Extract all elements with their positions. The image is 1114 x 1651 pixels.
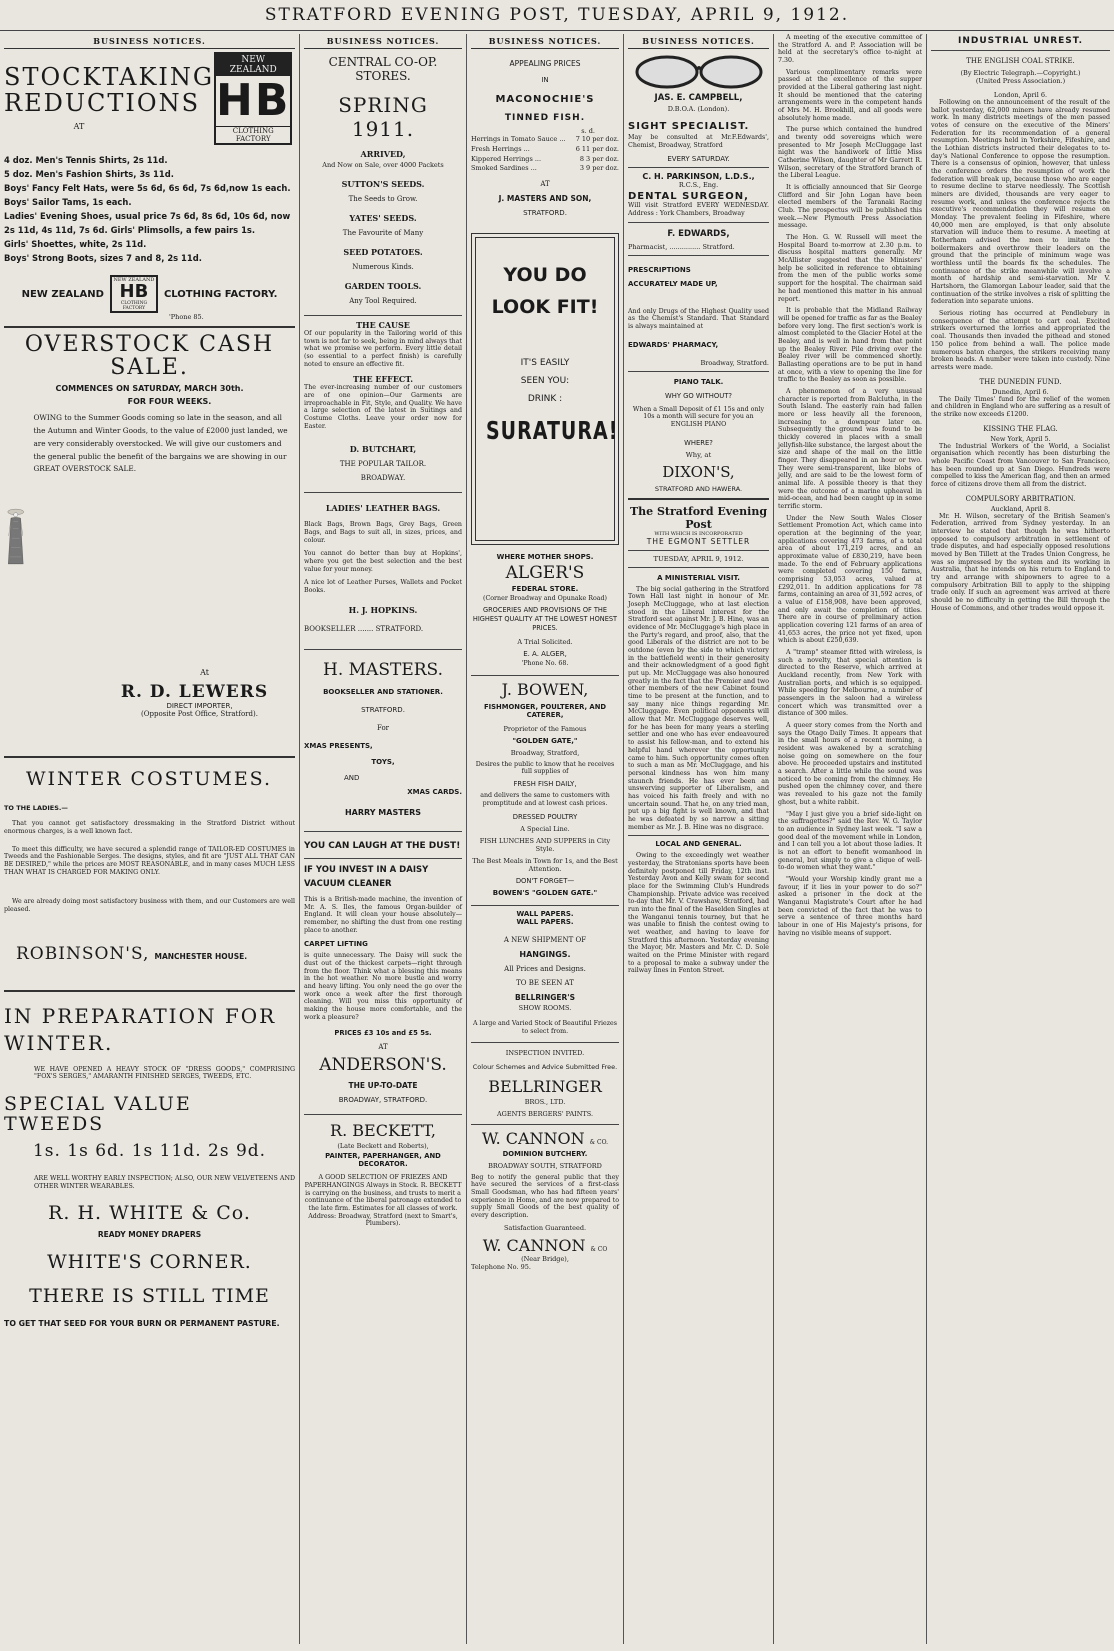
news-text-3: The purse which contained the hundred and twenty odd sovereigns which were presented to Mr Joseph McCluggage last night was the handiwork of little Miss Catherine Wilson, daughter of Mr Garrett R. Wilson, secretary of the Stratford branch of the Liberal League. [778,126,922,180]
seed-potatoes: SEED POTATOES. [343,247,423,257]
fish-name: Smoked Sardines ... [471,164,537,173]
winter-p1: That you cannot get satisfactory dressmaking in the Stratford District without enormous charges, is a well known fact. [4,820,295,835]
stock-item: Ladies' Evening Shoes, usual price 7s 6d, 8s 6d, 10s 6d, now [4,211,291,221]
potatoes-sub: Numerous Kinds. [352,263,414,271]
whites-corner: WHITE'S CORNER. [47,1251,252,1274]
arb-date: Auckland, April 8. [990,504,1051,513]
vacuum-text: This is a British-made machine, the invention of Mr. A. S. Iles, the famous Organ-builder of England. It will clean your house absolutely—remember, no shifting the dust from one resting place to another. [304,895,462,934]
stock-item: Girls' Shoettes, white, 2s 11d. [4,239,147,249]
sutton-seeds: SUTTON'S SEEDS. [341,179,425,189]
dunedin-text: The Daily Times' fund for the relief of the women and children in England who are suffering as a result of the strike now exceeds £1200. [931,395,1110,418]
robinson-name: ROBINSON'S, [16,943,150,964]
overstock-text: OWING to the Summer Goods coming so late in the season, and all the Autumn and Winter Goods, to the value of £2000 just landed, we are very considerably overstocked. We will give our customers and the general public the benefit of the bargains we are showing in our GREAT OVERSTOCK SALE. [33,413,288,474]
rcs: R.C.S., Eng. [678,181,719,190]
to-ladies: TO THE LADIES.— [4,804,68,813]
fish-price: 3 9 per doz. [579,164,619,173]
news-text-1: A meeting of the executive committee of the Stratford A. and P. Association will be held at the secretary's office to-night at 7.30. [778,34,922,65]
column-1 [0,34,300,1644]
butchart-sub: THE POPULAR TAILOR. [339,460,427,469]
reductions-title: REDUCTIONS [4,88,201,117]
campbell: JAS. E. CAMPBELL, [654,93,743,103]
look-fit: LOOK FIT! [491,296,599,318]
poultry: DRESSED POULTRY [512,813,578,822]
tinned-fish: TINNED FISH. [504,113,586,123]
lewers-sub: DIRECT IMPORTER, [166,702,233,711]
masters-town: STRATFORD. [361,705,405,714]
anderson-addr: BROADWAY, STRATFORD. [338,1096,428,1105]
central-coop: CENTRAL CO-OP. STORES. [328,55,438,83]
coal-text-2: Serious rioting has occurred at Pendlebury in consequence of the attempt to cart coal. Excited strikers overturned the lorries and appropriated the coal. Thousands then invaded the pithead and stoned 150 police from behind a wall. The police made numerous baton charges, the strikers receiving many broken heads. A number were taken into custody. Nine arrests were made. [931,310,1110,371]
stock-at: AT [73,121,85,131]
laugh-title: YOU CAN LAUGH AT THE DUST! [304,840,461,851]
vacuum-prices: PRICES £3 10s and £5 5s. [334,1029,432,1038]
maconochies: MACONOCHIE'S [495,94,595,105]
f-edwards: F. EDWARDS, [667,228,730,239]
cannon2-co: & CO [590,1245,608,1253]
wall-papers-2: WALL PAPERS. [516,918,574,927]
local-general: LOCAL AND GENERAL. [655,840,742,849]
stock-item: Boys' Fancy Felt Hats, were 5s 6d, 6s 6d, 7s 6d,now 1s each. [4,183,291,193]
winter-costumes-title: WINTER COSTUMES. [26,768,273,791]
near-bridge: (Near Bridge), [521,1254,569,1263]
news-text-7: A phenomenon of a very unusual character is reported from Balclutha, in the South Island. The easterly rain had fallen more or less heavily all the forenoon, increasing to a downpour later on. Subsequently the ground was found to be thickly covered in places with a small jellyfish-like substance, the largest about the size and shape of the mail on the little finger. They disappeared in an hour or two. They were semi-transparent, like blobs of jelly, and are said to be the lowest form of animal life. A possible theory is that they were the outcome of a marine upheaval in mid-ocean, and had been caught up in some terrific storm. [778,387,922,510]
piano-talk: PIANO TALK. [673,377,724,386]
rh-white: R. H. WHITE & Co. [48,1202,251,1225]
post-settler: THE EGMONT SETTLER [646,536,751,546]
drugs-text: And only Drugs of the Highest Quality used as the Chemist's Standard. That Standard is always maintained at [628,307,769,331]
showrooms: SHOW ROOMS. [518,1004,572,1013]
fish-item [471,145,619,155]
stock-item: 4 doz. Men's Tennis Shirts, 2s 11d. [4,155,168,165]
hb-small-logo: NEW ZEALAND HB CLOTHING FACTORY [110,275,158,313]
coal-text: Following on the announcement of the result of the ballot yesterday, 62,000 miners have already resumed work. In many districts meetings of the men passed votes of censure on the executive of the Miners' Federation for its recommendation of a general resumption. Meetings held in Yorkshire, Fifeshire, and the Lothian districts instructed their delegates to to-day's National Conference to oppose the resumption. There is a consensus of opinion, however, that unless the conference orders the resumption of work the federation will break up, because those who are eager to resume decline to starve needlessly. The Scottish miners are divided, thousands are very eager to resume work, and unless the conference rejects the executive's recommendation they will resume on Monday. The prevalent feeling in Fifeshire, where 40,000 men are employed, is that only absolute starvation will induce them to resume. A meeting at Rotherham advised the men to imitate the boilermakers and overthrow their leaders on the ground that the principle of minimum wage was worthless until the boards fix the schedules. The continuance of the strike meanwhile will involve a month of hardship and semi-starvation. Mr V. Hartshorn, the Glamorgan Labour leader, said that the continuation of the strike involves a risk of splitting the federation into separate unions. [931,99,1110,306]
news-text-5: The Hon. G. W. Russell will meet the Hospital Board to-morrow at 2.30 p.m. to discuss hospital matters generally. Mr McAllister suggested that the Ministers' help be solicited in reference to obtaining from the men of the public works some support for the hospital. The chairman said he had mentioned this matter in his annual report. [778,234,922,303]
dunedin-fund: THE DUNEDIN FUND. [979,377,1062,386]
fish-name: Herrings in Tomato Sauce ... [471,135,566,143]
groceries: GROCERIES AND PROVISIONS OF THE HIGHEST QUALITY AT THE LOWEST HONEST PRICES. [472,606,618,633]
seen-you: SEEN YOU: [520,376,570,386]
visit-text: The big social gathering in the Stratford Town Hall last night in honour of Mr. Joseph McCluggage, who at last election stood in the Liberal interest for the Stratford seat against Mr. J. B. Hine, was an evidence of Mr. McCluggage's high place in the Party's regard, and proof, also, that the good Liberals of the district are not to be outdone (even by the side to which victory in the battlefield went) in their generosity and their acknowledgment of a good fight put up. Mr. McCluggage was also honoured greatly in the fact that the Premier and two other members of the new Cabinet found time to be present at the function, and to say many nice things regarding Mr. McCluggage. Even political opponents will allow that Mr. McCluggage deserves well, for he has been for many years a sterling settler and one who has ever endeavoured to assist his fellow-man, and to extend his helpful hand wherever the opportunity came to him. Such opportunity comes often to such a man as Mr. McCluggage, and his personal kindness has won him many staunch friends. He has ever been an unswerving supporter of Liberalism, and has voiced his faith freely and with no uncertain sound. That he, on any tried man, put up a big fight is well known, and that he was defeated by so narrow a sitting member as Mr. J. B. Hine was no disgrace. [628,585,769,831]
column-6 [927,34,1114,1644]
where: WHERE? [684,438,713,447]
industrial-unrest: INDUSTRIAL UNREST. [958,36,1083,46]
still-time: THERE IS STILL TIME [29,1285,270,1308]
tools-sub: Any Tool Required. [349,297,417,305]
prescriptions: PRESCRIPTIONS [628,265,691,274]
hopkins-sub: BOOKSELLER ....... STRATFORD. [304,624,424,633]
news-text-12: "Would your Worship kindly grant me a favour, if it lies in your power to do so?" asked a prisoner in the dock at the Wanganui Magistrate's Court after he had been convicted of the fact that he was to serve a sentence of three months hard labour in one of His Majesty's prisons, for having no visible means of support. [778,875,922,937]
fish-name: Kippered Herrings ... [471,154,542,163]
mother-shops: WHERE MOTHER SHOPS. [496,553,594,561]
fish-at: AT [540,180,550,188]
news-text-6: It is probable that the Midland Railway will be opened for traffic as far as the Bealey before very long. The first section's work is almost completed to the Glacier Hotel at the Bealey, and is well in hand from that point up the Bealey River. Pile driving over the Bealey river will be commenced shortly. Ballasting operations are to be put in hand at once, with a view to opening the line for traffic to the Bealey as soon as possible. [778,307,922,384]
overstock-sub2: FOR FOUR WEEKS. [127,397,212,407]
hangings: HANGINGS. [519,950,571,960]
why-at: Why, at [685,450,712,459]
butchart-name: D. BUTCHART, [349,444,417,455]
xmas-cards: XMAS CARDS. [407,787,462,796]
the-cause: THE CAUSE [356,320,410,330]
j-bowen: J. BOWEN, [501,679,589,699]
overstock-sub1: COMMENCES ON SATURDAY, MARCH 30th. [55,384,244,394]
vacuum-title: IF YOU INVEST IN A DAISY VACUUM CLEANER [304,864,429,890]
golden-gate: "GOLDEN GATE," [512,736,578,745]
overstock-title: OVERSTOCK CASH SALE. [24,332,275,381]
prep-title2: WINTER. [4,1030,114,1055]
dental-surgeon: DENTAL SURGEON, [628,191,749,203]
nz-label: NEW ZEALAND [21,288,104,300]
drink: DRINK : [527,394,563,404]
business-notices-header: BUSINESS NOTICES. [4,34,295,49]
in-label: IN [541,76,549,84]
garden-tools: GARDEN TOOLS. [344,281,422,291]
flag-date: New York, April 5. [990,434,1051,443]
overstock-at: At [200,668,209,678]
special-line: A Special Line. [520,825,570,834]
sight-specialist: SIGHT SPECIALIST. [628,121,750,132]
andersons: ANDERSON'S. [319,1055,447,1076]
fish-price: 6 11 per doz. [575,144,619,153]
lewers-addr: (Opposite Post Office, Stratford). [141,710,258,719]
local-text: Owing to the exceedingly wet weather yesterday, the Stratonians sports have been definitely postponed till Friday, 12th inst. Yesterday Avon and Kelly swam for second place for the Swimming Club's Hundreds Championship. Private advice was received to-day that Mr. V. Crawshaw, Stratford, had run into the final of the Haselden Singles at the Wanganui tennis tourney, but that he was unable to finish the contest owing to wet weather, and having to leave for Stratford this afternoon. Yesterday evening the Mayor, Mr. Masters and Mr. C. D. Sole waited on the Prime Minister with regard to a proposal to make a subway under the railway lines in Fenton Street. [628,852,769,975]
news-text-2: Various complimentary remarks were passed at the excellence of the supper provided at the Liberal gathering last night. It should be mentioned that the catering arrangements were in the competent hands of Mrs M. H. Brookhill, and all goods were absolutely home made. [778,68,922,122]
every-saturday: EVERY SATURDAY. [667,155,730,164]
beckett-name: R. BECKETT, [330,1121,436,1141]
sutton-sub: The Seeds to Grow. [348,195,418,203]
dental-text: Will visit Stratford EVERY WEDNESDAY. Address : York Chambers, Broadway [628,202,769,218]
inspect-text: ARE WELL WORTHY EARLY INSPECTION; ALSO, OUR NEW VELVETEENS AND OTHER WINTER WEARABLES. [34,1174,295,1190]
carpet-lifting: CARPET LIFTING [304,940,368,949]
kissing-flag: KISSING THE FLAG. [983,424,1058,433]
fish-item [471,155,619,165]
stock-item: Boys' Sailor Tams, 1s each. [4,197,132,207]
cannon-co: & CO. [589,1138,609,1146]
hb-logo: NEW ZEALAND HB CLOTHING FACTORY [214,52,292,145]
column-3 [467,34,624,1644]
beckett-sub: (Late Beckett and Roberts), [337,1142,429,1151]
news-text-8: Under the New South Wales Closer Settlement Promotion Act, which came into operation at the beginning of the year, applications covering 473 farms, of a total area of about 171,219 acres, and an approximate value of £830,219, have been made. To the end of February applications were completed covering 150 farms, comprising 53,053 acres, valued at £292,011. In addition applications for 78 farms, containing an area of 31,592 acres, of a value of £158,908, have been approved, and only await the completion of titles. There are in course of preliminary action application covering 121 farms of an area of 41,653 acres, the price not yet fixed, upon which is about £250,639. [778,514,922,645]
seed-text: TO GET THAT SEED FOR YOUR BURN OR PERMANENT PASTURE. [4,1319,280,1329]
fish-price: 8 3 per doz. [579,154,619,163]
bros: BROS., LTD. [524,1097,566,1106]
masters-for: For [376,723,390,732]
hopkins-name: H. J. HOPKINS. [348,604,418,615]
new-shipment: A NEW SHIPMENT OF [503,936,587,945]
fish-item [471,135,619,145]
dboa: D.B.O.A. (London). [667,105,730,113]
bowen-addr: Broadway, Stratford, [510,748,580,757]
stock-list [4,153,295,265]
united-press: (United Press Association.) [975,77,1066,85]
winter-p2: To meet this difficulty, we have secured a splendid range of TAILOR-ED COSTUMES in Tweeds and the Fashionable Serges. The designs, styles, and fit are "JUST ALL THAT CAN BE DESIRED," while the prices are MOST REASONABLE, and in many cases MUCH LESS THAN WHAT IS CHARGED FOR MAKING ONLY. [4,845,295,876]
effect-text: The ever-increasing number of our customers are of one opinion—Our Garments are irreproachable in Fit, Style, and Quality. We have a large selection of the latest in Suitings and Costume Cloths. Leave your order now for Easter. [304,384,462,430]
bags-text3: A nice lot of Leather Purses, Wallets and Pocket Books. [304,579,462,595]
butchart-addr: BROADWAY. [360,474,406,483]
seen-at: TO BE SEEN AT [516,979,574,988]
stock-item: Boys' Strong Boots, sizes 7 and 8, 2s 11d. [4,253,202,263]
lewers-name: R. D. LEWERS [120,682,269,703]
spectacles-icon [629,53,769,91]
patterns: All Prices and Designs. [504,965,586,974]
j-masters: J. MASTERS AND SON, [498,194,592,203]
edwards-addr: Broadway, Stratford. [700,358,769,367]
winter-p3: We are already doing most satisfactory business with them, and our Customers are well pleased. [4,898,295,913]
xmas-presents: XMAS PRESENTS, [304,741,373,750]
business-notices-header: BUSINESS NOTICES. [304,34,462,49]
arrived: ARRIVED, [360,149,406,159]
edwards-pharmacy: EDWARDS' PHARMACY, [628,340,719,349]
alger-corner: (Corner Broadway and Opunake Road) [482,595,607,602]
painter: PAINTER, PAPERHANGER, AND DECORATOR. [325,1152,441,1169]
robinson-sub: MANCHESTER HOUSE. [154,951,248,961]
vacuum-at: AT [378,1043,388,1052]
accurately: ACCURATELY MADE UP, [628,279,718,288]
masthead: STRATFORD EVENING POST, TUESDAY, APRIL 9, 1912. [0,0,1114,31]
proprietor: Proprietor of the Famous [503,724,587,733]
friezes: A large and Varied Stock of Beautiful Friezes to select from. [472,1020,618,1036]
column-5 [774,34,927,1644]
masters-sub: BOOKSELLER AND STATIONER. [323,687,443,696]
news-text-11: "May I just give you a brief side-light on the suffragettes?" said the Rev. W. G. Taylor to an audience in Sydney last week. "I saw a good deal of the movement while in London, and I can tell you a lot about those ladies. It is not an effort to benefit womanhood in general, but simply to give a clique of well-to-do women what they want." [778,810,922,872]
telephone: Telephone No. 95. [471,1262,531,1271]
cause-text: Of our popularity in the Tailoring world of this town is not far to seek, being in mind always that what we promise we perform. Every little detail (so essential to a perfect finish) is carefully noted to ensure an effective fit. [304,330,462,368]
fishmonger: FISHMONGER, POULTERER, AND CATERER, [483,702,607,719]
london-date: London, April 6. [993,91,1048,99]
beckett-text: A GOOD SELECTION OF FRIEZES AND PAPERHANGINGS Always in Stock. R. BECKETT is carrying on the business, and trusts to merit a continuance of the liberal patronage extended to the late firm. Estimates for all classes of work. Address: Broadway, Stratford (next to Smart's, Plumbers). [304,1174,462,1228]
business-notices-header: BUSINESS NOTICES. [628,34,769,49]
lunches: FISH LUNCHES AND SUPPERS in City Style. [479,837,611,854]
compulsory-arbitration: COMPULSORY ARBITRATION. [965,494,1076,503]
yates-sub: The Favourite of Many [342,229,424,237]
cannon-text: Beg to notify the general public that they have secured the services of a first-class Small Goodsman, who has had fifteen years' experience in Home, and are now prepared to supply Small Goods of the best quality of every description. [471,1173,619,1220]
stock-item: 2s 11d, 4s 11d, 7s 6d. Girls' Plimsolls, a few pairs 1s. [4,225,256,235]
carpet-text: is quite unnecessary. The Daisy will suck the dust out of the thickest carpets—right through from the floor. Think what a blessing this means in the hot weather. No more bustle and worry and heavy lifting. You only need the go over the work once a week after the first thorough cleaning. Will you miss this opportunity of making the house more comfortable, and the work a pleasure? [304,952,462,1021]
bellringer: BELLRINGER [488,1076,602,1096]
prep-title1: IN PREPARATION FOR [4,1003,277,1028]
parkinson: C. H. PARKINSON, L.D.S., [642,172,755,182]
clothing-factory-label: CLOTHING FACTORY. [163,288,278,300]
dunedin-date: Dunedin, April 6. [992,387,1049,396]
post-with: WITH WHICH IS INCORPORATED [654,530,743,537]
stocktaking-title: STOCKTAKING [4,63,215,92]
fish-item [471,164,619,174]
cannon-addr: BROADWAY SOUTH, STRATFORD [488,1161,602,1170]
prep-text: WE HAVE OPENED A HEAVY STOCK OF "DRESS GOODS," COMPRISING "FOX'S SERGES," AMARANTH FINISHED SERGES, TWEEDS, ETC. [34,1065,295,1081]
inspection-invited: INSPECTION INVITED. [505,1048,585,1057]
why-go-without: WHY GO WITHOUT? [665,391,732,400]
harry-masters: HARRY MASTERS [344,807,422,817]
bowens-golden: BOWEN'S "GOLDEN GATE." [492,889,598,898]
alger-phone: 'Phone No. 68. [521,659,569,667]
fish-col: s. d. [581,127,595,135]
flag-text: The Industrial Workers of the World, a Socialist organisation which recently has been disturbing the whole Pacific Coast from Vancouver to San Francisco, has been rounded up at San Diego. Hundreds were compelled to kiss the American flag, and then an armed force of citizens drove them all from the district. [931,442,1110,488]
fish-list [471,135,619,174]
jm-town: STRATFORD. [523,209,567,217]
yates-seeds: YATES' SEEDS. [349,213,417,223]
sight-text: May be consulted at Mr.F.Edwards', Chemist, Broadway, Stratford [628,134,769,149]
piano-text: When a Small Deposit of £1 15s and only 10s a month will secure for you an ENGLISH PIANO [632,405,765,429]
arrived-sub: And Now on Sale, over 4000 Packets [322,161,444,169]
dont-forget: DON'T FORGET— [515,877,575,886]
and-label: AND [344,773,360,782]
suratura-ad [471,233,619,545]
bags-text: Black Bags, Brown Bags, Grey Bags, Green Bags, and Bags to suit all, in sizes, prices, and colour. [304,521,462,544]
bellringers: BELLRINGER'S [515,993,575,1003]
leather-bags-title: LADIES' LEATHER BAGS. [325,503,441,514]
stock-item: 5 doz. Men's Fashion Shirts, 3s 11d. [4,169,174,179]
dominion-butchery: DOMINION BUTCHERY. [502,1149,588,1158]
federal-store: FEDERAL STORE. [511,585,579,593]
column-4 [624,34,774,1644]
pharmacist: Pharmacist, ............... Stratford. [628,242,735,251]
tweed-prices: 1s. 1s 6d. 1s 11d. 2s 9d. [32,1140,267,1161]
special-value-tweeds: SPECIAL VALUE TWEEDS [4,1092,192,1135]
satisfaction: Satisfaction Guaranteed. [503,1223,587,1232]
dixons: DIXON'S, [662,462,735,481]
dixon-addr: STRATFORD AND HAWERA. [654,484,743,493]
post-date: TUESDAY, APRIL 9, 1912. [653,554,744,563]
easily: IT'S EASILY [520,358,570,368]
news-text-10: A queer story comes from the North and says the Otago Daily Times. It appears that in the small hours of a recent morning, a resident was awakened by a scratching noise going on somewhere on the four above. He proceeded upstairs and instituted a search. After a little while the sound was noticed to be coming from the chimney. He pushed open the chimney cover, and there was revealed to his gaze not the family ghost, but a white rabbit. [778,722,922,806]
bowen-text2: and delivers the same to customers with promptitude and at lowest cash prices. [480,792,610,807]
spring-1911: SPRING 1911. [338,93,428,141]
trial: A Trial Solicited. [517,637,573,646]
news-text-4: It is officially announced that Sir George Clifford and Sir John Logan have been elected members of the Taranaki Racing Club. The prospectus will be published this week.—New Plymouth Press Association message. [778,184,922,230]
w-cannon-2: W. CANNON [482,1235,586,1255]
fish-name: Fresh Herrings ... [471,144,530,153]
arb-text: Mr. H. Wilson, secretary of the British Seamen's Federation, arrived from Sydney yesterday. In an interview he stated that though he was hitherto opposed to compulsory arbitration in settlement of trade disputes, and had especially opposed resolutions moved by Ben Tillett at the Trades Union Congress, he was so impressed by the system and its working in Australia, that he intends on his return to England to try and arrange with shipowners to agree to a compulsory Arbitration Bill to apply to the shipping trade only. If such an agreement was arrived at there should be no difficulty in getting the Bill through the House of Commons, and other trades would oppose it. [931,512,1110,612]
algers: ALGER'S [505,563,585,583]
business-notices-header: BUSINESS NOTICES. [471,34,619,49]
wall-papers-1: WALL PAPERS. [516,910,574,919]
fish-price: 7 10 per doz. [575,135,619,143]
bags-text2: You cannot do better than buy at Hopkins', where you get the best selection and the best value for your money. [304,550,462,573]
up-to-date: THE UP-TO-DATE [348,1081,418,1091]
meals: The Best Meals in Town for 1s, and the Best Attention. [472,857,618,874]
w-cannon: W. CANNON [481,1128,585,1148]
ministerial-visit: A MINISTERIAL VISIT. [657,573,740,582]
post-title: The Stratford Evening Post [629,504,768,531]
colour-schemes: Colour Schemes and Advice Submitted Free. [472,1062,618,1071]
alger-name: E. A. ALGER, [523,649,567,658]
rh-white-sub: READY MONEY DRAPERS [97,1230,202,1240]
the-effect: THE EFFECT. [352,374,414,385]
news-text-9: A "tramp" steamer fitted with wireless, is such a novelty, that special attention is directed to the Reserve, which arrived at Auckland recently, from New York with Australian ports, and which is so equipped. While speeding for Melbourne, a number of passengers in the saloon had a wireless concert which was transmitted over a distance of 300 miles. [778,649,922,718]
fresh-fish: FRESH FISH DAILY, [513,780,577,788]
appealing-prices: APPEALING PRICES [509,59,581,68]
coal-strike: THE ENGLISH COAL STRIKE. [966,57,1075,65]
masters-name: H. MASTERS. [323,659,443,680]
phone-85: 'Phone 85. [169,313,204,321]
toys: TOYS, [371,757,395,766]
you-do: YOU DO [503,264,587,286]
bowen-text: Desires the public to know that he receives full supplies of [475,760,615,776]
electric-telegraph: (By Electric Telegraph.—Copyright.) [960,69,1081,77]
lady-illustration-icon [4,412,27,662]
column-2 [300,34,467,1644]
suratura: SURATURA! [486,416,619,446]
agents: AGENTS BERGERS' PAINTS. [496,1109,594,1118]
